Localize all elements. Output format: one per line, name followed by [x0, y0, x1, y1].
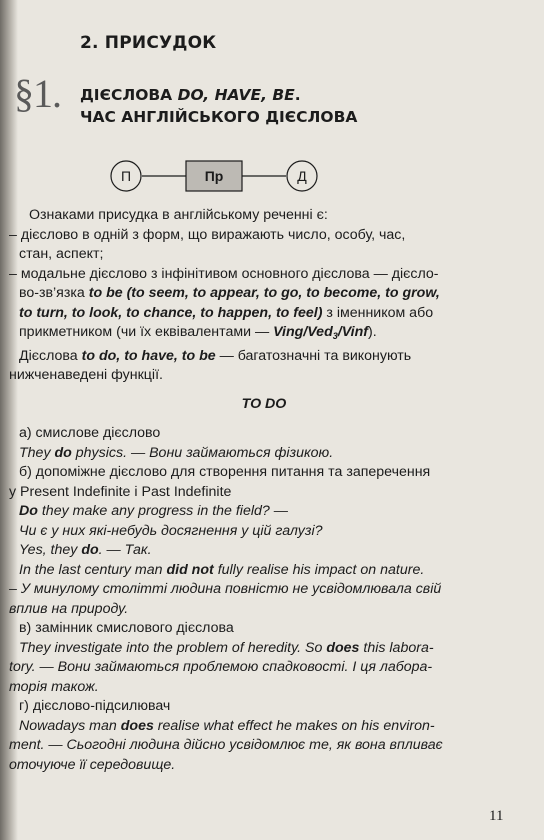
object-label: Д — [297, 168, 307, 184]
todo-d-ex-bold: does — [120, 717, 154, 734]
heading-line-1 — [80, 84, 357, 106]
heading-italic-verbs: DO, HAVE, BE — [177, 86, 295, 104]
todo-d-example-2: ment. — Сьогодні людина дійсно усвідомлює те, як вона впливає — [9, 737, 443, 753]
verbs-a-end: — багатозначні та виконують — [215, 347, 412, 364]
item2-line-d — [9, 323, 509, 347]
diagram-svg — [110, 158, 320, 194]
todo-b-ex3-2: fully realise his impact on nature. — [213, 561, 425, 578]
verbs-line-a — [9, 347, 509, 367]
heading-suffix: . — [294, 86, 301, 104]
item2-line-b — [9, 284, 509, 304]
todo-d-label: г) дієслово-підсилювач — [19, 698, 171, 714]
todo-a-label: а) смислове дієслово — [19, 425, 161, 441]
body-text — [9, 206, 509, 775]
intro-line: Ознаками присудка в англійському реченні є: — [29, 207, 328, 223]
todo-c-ex-bold: does — [326, 639, 360, 656]
item1-line-a: – дієслово в одній з форм, що виражають число, особу, час, — [9, 226, 406, 243]
todo-a-ex-1: They — [19, 444, 55, 461]
todo-b-ex2-bold: do — [81, 542, 99, 558]
todo-b-ex1-bold: Do — [19, 503, 38, 519]
todo-b-ex2-2: . — Так. — [98, 542, 152, 558]
page-number: 11 — [489, 808, 504, 824]
todo-c-label: в) замінник смислового дієслова — [19, 620, 234, 636]
todo-d-example-3: оточуюче її середовище. — [9, 756, 176, 773]
todo-b-example-1 — [9, 502, 509, 522]
item2-d-plain: прикметником (чи їх еквівалентами — — [19, 324, 274, 340]
todo-b-label-2: у Present Indefinite і Past Indefinite — [9, 483, 232, 500]
section-title: 2. ПРИСУДОК — [80, 33, 217, 53]
todo-b-example-1-translation: Чи є у них які-небудь досягнення у цій галузі? — [19, 522, 323, 539]
item2-d-end: ). — [367, 324, 377, 340]
item1-line-b: стан, аспект; — [19, 246, 104, 262]
todo-b-label-1: б) допоміжне дієслово для створення питання та заперечення — [19, 464, 431, 480]
todo-b-ex1-rest: they make any progress in the field? — — [37, 503, 288, 519]
item2-b-plain: во-зв’язка — [19, 285, 89, 301]
subject-label: П — [120, 168, 132, 184]
heading-line-2: ЧАС АНГЛІЙСЬКОГО ДІЄСЛОВА — [80, 108, 358, 126]
verbs-a-list: to do, to have, to be — [81, 347, 216, 364]
todo-a-ex-bold: do — [54, 444, 72, 461]
item2-b-verbs: to be (to seem, to appear, to go, to become, to grow, — [88, 285, 440, 301]
todo-a-example — [9, 444, 509, 464]
todo-c-example-3: торія також. — [9, 678, 99, 695]
chapter-heading — [80, 84, 357, 128]
todo-b-example-2 — [9, 541, 509, 561]
item2-c-plain: з іменником або — [322, 304, 434, 321]
todo-b-example-3-translation-2: вплив на природу. — [9, 600, 129, 617]
verbs-line-b: нижченаведені функції. — [9, 367, 163, 383]
paragraph-mark: §1. — [14, 71, 61, 116]
todo-c-ex-2: this labora- — [359, 639, 434, 656]
todo-b-ex2-1: Yes, they — [19, 542, 82, 558]
todo-a-ex-2: physics. — Вони займаються фізикою. — [71, 444, 334, 461]
verbs-a-plain: Дієслова — [19, 347, 82, 364]
todo-b-example-3 — [9, 561, 509, 581]
todo-c-example-1 — [9, 639, 509, 659]
todo-subheading: TO DO — [241, 395, 287, 412]
predicate-label: Пр — [204, 168, 224, 184]
item2-d-formula-1: Ving/Ved — [273, 324, 333, 340]
item2-line-c — [9, 304, 509, 324]
todo-c-ex-1: They investigate into the problem of heredity. So — [19, 639, 327, 656]
heading-prefix: ДІЄСЛОВА — [80, 86, 178, 104]
item2-d-subscript: 3 — [332, 331, 338, 341]
todo-b-example-3-translation-1: – У минулому столітті людина повністю не усвідомлювала свій — [9, 581, 442, 597]
todo-d-ex-1: Nowadays man — [19, 717, 121, 734]
sentence-structure-diagram — [110, 158, 320, 194]
todo-b-ex3-bold: did not — [166, 561, 214, 578]
todo-c-example-2: tory. — Вони займаються проблемою спадковості. І ця лабора- — [9, 659, 433, 675]
item2-line-a: – модальне дієслово з інфінітивом основного дієслова — дієсло- — [9, 265, 439, 282]
item2-d-formula-2: /Vinf — [337, 324, 368, 340]
todo-d-ex-2: realise what effect he makes on his environ- — [153, 717, 435, 734]
todo-b-ex3-1: In the last century man — [19, 561, 167, 578]
todo-d-example-1 — [9, 717, 509, 737]
item2-c-verbs: to turn, to look, to chance, to happen, to feel) — [19, 304, 323, 321]
